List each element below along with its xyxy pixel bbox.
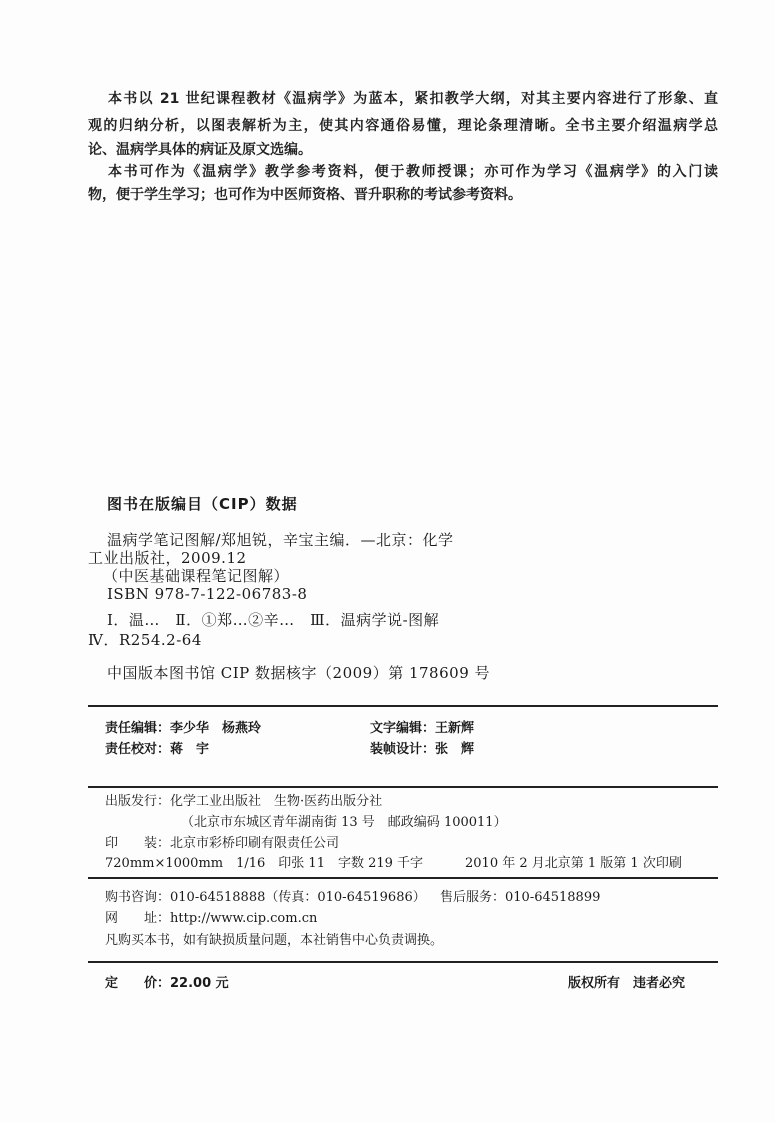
price: 定 价：22.00 元 — [105, 976, 229, 991]
printer: 印 装：北京市彩桥印刷有限责任公司 — [105, 836, 340, 851]
divider — [88, 877, 718, 879]
proofreader: 责任校对：蒋 宇 — [105, 742, 210, 757]
copyright-notice: 版权所有 违者必究 — [568, 976, 686, 991]
cip-title: 图书在版编目（CIP）数据 — [107, 495, 298, 513]
cip-line: 温病学笔记图解/郑旭锐，辛宝主编．—北京：化学 — [107, 531, 454, 549]
after-sales-phone: 售后服务：010-64518899 — [440, 890, 601, 905]
divider — [88, 705, 718, 707]
summary-line: 本书以 21 世纪课程教材《温病学》为蓝本，紧扣教学大纲，对其主要内容进行了形象、直 — [108, 91, 718, 107]
publisher: 出版发行：化学工业出版社 生物·医药出版分社 — [105, 794, 383, 809]
summary-line: 本书可作为《温病学》教学参考资料，便于教师授课；亦可作为学习《温病学》的入门读 — [108, 164, 718, 180]
divider — [88, 786, 718, 788]
exchange-notice: 凡购买本书，如有缺损质量问题，本社销售中心负责调换。 — [105, 933, 444, 948]
summary-line: 观的归纳分析，以图表解析为主，使其内容通俗易懂，理论条理清晰。全书主要介绍温病学总 — [88, 118, 718, 134]
website: 网 址：http://www.cip.com.cn — [105, 911, 318, 926]
cip-isbn: ISBN 978-7-122-06783-8 — [107, 585, 308, 603]
responsible-editor: 责任编辑：李少华 杨燕玲 — [105, 721, 262, 736]
cover-design: 装帧设计：张 辉 — [370, 742, 475, 757]
edition-info: 2010 年 2 月北京第 1 版第 1 次印刷 — [465, 856, 682, 871]
cip-classification: Ⅳ．R254.2-64 — [88, 631, 202, 649]
text-editor: 文字编辑：王新辉 — [370, 721, 475, 736]
cip-classification: Ⅰ．温… Ⅱ．①郑…②辛… Ⅲ．温病学说-图解 — [107, 611, 440, 629]
print-specs: 720mm×1000mm 1/16 印张 11 字数 219 千字 — [105, 856, 424, 871]
summary-line: 物，便于学生学习；也可作为中医师资格、晋升职称的考试参考资料。 — [88, 187, 522, 203]
cip-verification: 中国版本图书馆 CIP 数据核字（2009）第 178609 号 — [107, 664, 491, 682]
publisher-address: （北京市东城区青年湖南街 13 号 邮政编码 100011） — [181, 815, 507, 830]
cip-line: 工业出版社，2009.12 — [88, 549, 247, 567]
summary-line: 论、温病学具体的病证及原文选编。 — [88, 142, 312, 158]
divider — [88, 961, 718, 963]
cip-line: （中医基础课程笔记图解） — [103, 567, 290, 585]
purchase-phone: 购书咨询：010-64518888（传真：010-64519686） — [105, 890, 426, 905]
